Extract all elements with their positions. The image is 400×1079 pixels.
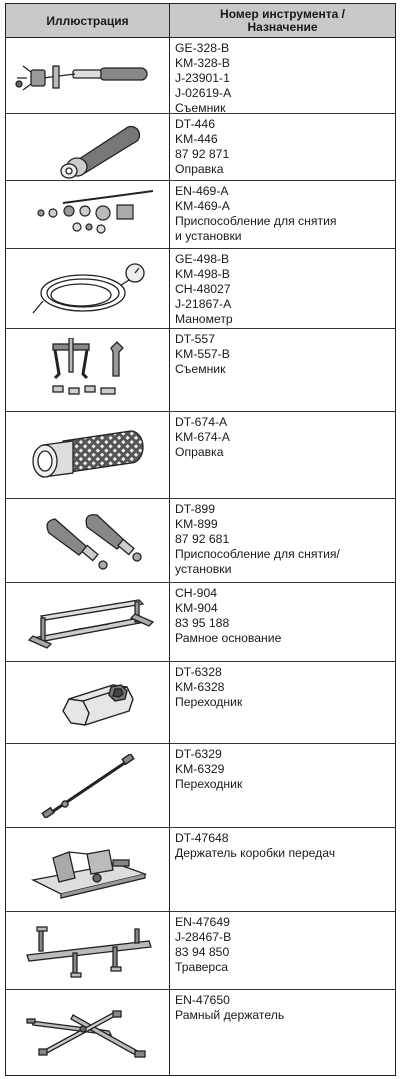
tool-info-cell — [170, 499, 395, 582]
tool-info-cell — [170, 329, 395, 411]
tool-code: EN-469-A — [175, 184, 229, 198]
tool-info-cell — [170, 114, 395, 180]
table-row — [6, 744, 395, 828]
header-illustration: Иллюстрация — [6, 4, 170, 37]
mandrel-icon — [13, 115, 163, 179]
tool-code: KM-899 — [175, 517, 218, 531]
tool-code: J-02619-A — [175, 86, 232, 100]
tool-info-cell — [170, 912, 395, 989]
table-row — [6, 114, 395, 181]
tool-purpose: Приспособление для снятия — [175, 214, 337, 228]
tool-code: DT-674-A — [175, 415, 228, 429]
tool-purpose: Съемник — [175, 101, 226, 115]
tool-info-cell — [170, 412, 395, 498]
tool-code: CH-48027 — [175, 282, 231, 296]
tool-purpose: Переходник — [175, 777, 243, 791]
tool-code: KM-498-B — [175, 267, 230, 281]
tool-purpose: Траверса — [175, 960, 229, 974]
illustration-cell — [6, 412, 170, 498]
traverse-beam-icon — [13, 919, 163, 983]
removal-installation-kit-icon — [13, 183, 163, 247]
tool-code: KM-469-A — [175, 199, 230, 213]
tool-code: DT-557 — [175, 332, 215, 346]
tool-purpose: Переходник — [175, 695, 243, 709]
tool-purpose: Оправка — [175, 445, 224, 459]
illustration-cell — [6, 181, 170, 248]
tool-code: KM-674-A — [175, 430, 230, 444]
tool-code: EN-47650 — [175, 993, 230, 1007]
knurled-mandrel-icon — [13, 423, 163, 487]
tool-code: CH-904 — [175, 586, 217, 600]
table-row — [6, 181, 395, 249]
tool-code: 87 92 681 — [175, 532, 230, 546]
frame-holder-icon — [13, 1001, 163, 1065]
tool-purpose: Рамный держатель — [175, 1008, 285, 1022]
tool-code: J-21867-A — [175, 297, 232, 311]
table-row — [6, 38, 395, 114]
header-tool-number — [170, 4, 395, 37]
illustration-cell — [6, 583, 170, 661]
tool-code: DT-899 — [175, 502, 215, 516]
hex-adapter-icon — [13, 671, 163, 735]
illustration-cell — [6, 249, 170, 328]
tool-purpose: и установки — [175, 229, 242, 243]
illustration-cell — [6, 828, 170, 911]
tool-purpose: Съемник — [175, 362, 226, 376]
tool-code: DT-6328 — [175, 665, 222, 679]
table-row — [6, 662, 395, 744]
frame-base-icon — [13, 590, 163, 654]
header-tool-number-line1: Номер инструмента / — [220, 6, 345, 21]
transmission-holder-icon — [13, 838, 163, 902]
tool-purpose: Оправка — [175, 162, 224, 176]
header-tool-number-line2: Назначение — [247, 19, 318, 34]
tool-info-cell — [170, 828, 395, 911]
tool-code: 83 94 850 — [175, 945, 230, 959]
tool-code: KM-904 — [175, 601, 218, 615]
tool-info-cell — [170, 583, 395, 661]
table-row — [6, 499, 395, 583]
illustration-cell — [6, 499, 170, 582]
table-row — [6, 412, 395, 499]
puller-icon — [13, 44, 163, 108]
tool-code: KM-446 — [175, 132, 218, 146]
table-row — [6, 828, 395, 912]
tool-code: KM-6329 — [175, 762, 225, 776]
tool-info-cell — [170, 990, 395, 1075]
table-row — [6, 249, 395, 329]
tool-purpose: Приспособление для снятия/ — [175, 547, 340, 561]
illustration-cell — [6, 329, 170, 411]
pressure-gauge-icon — [13, 257, 163, 321]
tool-code: 87 92 871 — [175, 147, 230, 161]
gear-puller-icon — [13, 338, 163, 402]
illustration-cell — [6, 114, 170, 180]
tool-code: KM-557-B — [175, 347, 230, 361]
tool-info-cell — [170, 181, 395, 248]
table-row — [6, 912, 395, 990]
tool-info-cell — [170, 744, 395, 827]
tool-code: J-28467-B — [175, 930, 232, 944]
table-row — [6, 583, 395, 662]
illustration-cell — [6, 912, 170, 989]
illustration-cell — [6, 662, 170, 743]
tool-purpose: Рамное основание — [175, 631, 282, 645]
tool-code: DT-446 — [175, 117, 215, 131]
table-row — [6, 990, 395, 1075]
illustration-cell — [6, 744, 170, 827]
tool-code: J-23901-1 — [175, 71, 230, 85]
tools-table — [5, 3, 396, 1076]
tool-info-cell — [170, 249, 395, 328]
rod-adapter-icon — [13, 754, 163, 818]
tool-code: GE-498-B — [175, 252, 230, 266]
tool-purpose: Держатель коробки передач — [175, 846, 336, 860]
tool-code: DT-6329 — [175, 747, 222, 761]
tool-code: 83 95 188 — [175, 616, 230, 630]
tool-info-cell — [170, 662, 395, 743]
tool-purpose: Манометр — [175, 312, 233, 326]
tool-purpose: установки — [175, 562, 232, 576]
tool-code: GE-328-B — [175, 41, 230, 55]
tool-code: EN-47649 — [175, 915, 230, 929]
illustration-cell — [6, 38, 170, 113]
tool-code: KM-6328 — [175, 680, 225, 694]
tool-info-cell — [170, 38, 395, 113]
tool-code: DT-47648 — [175, 831, 229, 845]
table-row — [6, 329, 395, 412]
handle-tools-icon — [13, 509, 163, 573]
illustration-cell — [6, 990, 170, 1075]
table-header — [6, 4, 395, 38]
tool-code: KM-328-B — [175, 56, 230, 70]
